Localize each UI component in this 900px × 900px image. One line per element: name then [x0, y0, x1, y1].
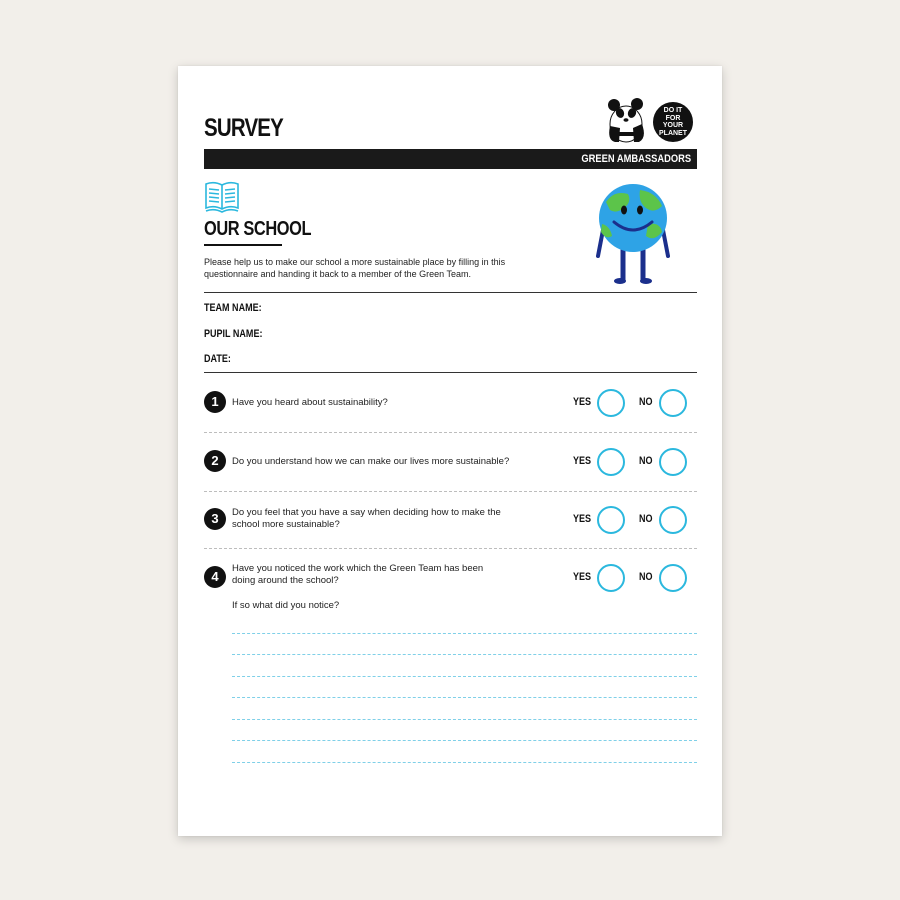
- question-number: 2: [204, 450, 226, 472]
- logo-badge-text: DO IT FOR YOUR PLANET: [659, 107, 687, 137]
- writing-line[interactable]: [232, 697, 697, 698]
- team-name-label: TEAM NAME:: [204, 302, 262, 314]
- yes-radio[interactable]: [597, 506, 625, 534]
- yes-radio[interactable]: [597, 448, 625, 476]
- question-separator: [204, 491, 697, 492]
- writing-line[interactable]: [232, 633, 697, 634]
- writing-line[interactable]: [232, 654, 697, 655]
- yes-label: YES: [573, 513, 592, 525]
- writing-line[interactable]: [232, 676, 697, 677]
- divider-top: [204, 292, 697, 293]
- followup-prompt: If so what did you notice?: [232, 600, 340, 611]
- do-it-for-your-planet-badge: [653, 102, 693, 142]
- no-label: NO: [639, 571, 653, 583]
- question-text: Do you feel that you have a say when deciding how to make the school more sustainable?: [232, 507, 501, 530]
- section-underline: [204, 244, 282, 246]
- yes-radio[interactable]: [597, 389, 625, 417]
- globe-mascot-icon: [588, 180, 678, 286]
- question-text: Have you heard about sustainability?: [232, 397, 388, 408]
- question-text: Do you understand how we can make our lives more sustainable?: [232, 456, 510, 467]
- yes-label: YES: [573, 396, 592, 408]
- writing-line[interactable]: [232, 719, 697, 720]
- no-label: NO: [639, 396, 653, 408]
- open-book-icon: [204, 180, 240, 214]
- question-number: 1: [204, 391, 226, 413]
- question-separator: [204, 548, 697, 549]
- question-number: 4: [204, 566, 226, 588]
- page-title: SURVEY: [204, 114, 284, 142]
- no-radio[interactable]: [659, 448, 687, 476]
- survey-sheet: [178, 66, 722, 836]
- writing-line[interactable]: [232, 762, 697, 763]
- question-number: 3: [204, 508, 226, 530]
- question-text: Have you noticed the work which the Green Team has been doing around the school?: [232, 563, 484, 586]
- panda-logo-icon: [603, 96, 649, 144]
- no-radio[interactable]: [659, 389, 687, 417]
- banner-bar: [204, 149, 697, 169]
- yes-radio[interactable]: [597, 564, 625, 592]
- no-label: NO: [639, 455, 653, 467]
- no-label: NO: [639, 513, 653, 525]
- pupil-name-label: PUPIL NAME:: [204, 328, 263, 340]
- yes-label: YES: [573, 455, 592, 467]
- no-radio[interactable]: [659, 564, 687, 592]
- intro-text: Please help us to make our school a more sustainable place by filling in this questionnaire and handing it back to a member of the Green Team.: [204, 257, 506, 279]
- banner-text: GREEN AMBASSADORS: [581, 153, 691, 165]
- section-title: OUR SCHOOL: [204, 218, 312, 240]
- date-label: DATE:: [204, 353, 231, 365]
- no-radio[interactable]: [659, 506, 687, 534]
- writing-line[interactable]: [232, 740, 697, 741]
- question-separator: [204, 432, 697, 433]
- divider-fields: [204, 372, 697, 373]
- yes-label: YES: [573, 571, 592, 583]
